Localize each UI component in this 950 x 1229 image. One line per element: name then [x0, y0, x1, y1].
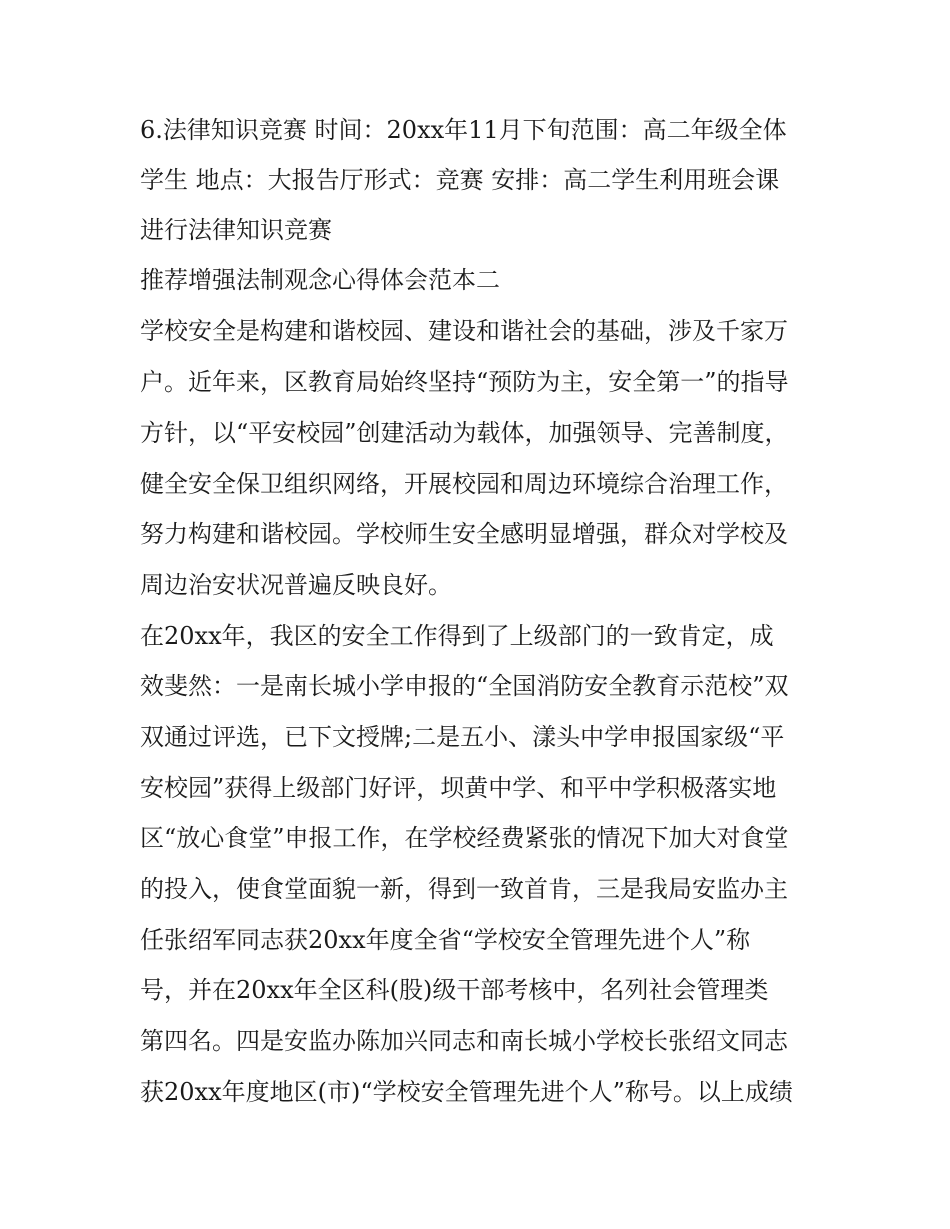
text-line-10: 周边治安状况普遍反映良好。 — [140, 571, 452, 599]
text-line-16: 的投入，使食堂面貌一新，得到一致首肯，三是我局安监办主 — [140, 875, 788, 903]
text-line-14: 安校园”获得上级部门好评，坝黄中学、和平中学积极落实地 — [140, 774, 777, 802]
text-line-2: 学生 地点：大报告厅形式：竞赛 安排：高二学生利用班会课 — [140, 166, 780, 194]
text-line-13: 双通过评选，已下文授牌;二是五小、漾头中学申报国家级“平 — [140, 723, 785, 751]
text-line-3: 进行法律知识竞赛 — [140, 216, 332, 244]
text-line-6: 户。近年来，区教育局始终坚持“预防为主，安全第一”的指导 — [140, 368, 789, 396]
text-line-1: 6.法律知识竞赛 时间：20xx年11月下旬范围：高二年级全体 — [140, 116, 787, 144]
text-line-18: 号，并在20xx年全区科(股)级干部考核中，名列社会管理类 — [140, 976, 769, 1004]
text-line-20: 获20xx年度地区(市)“学校安全管理先进个人”称号。以上成绩 — [140, 1078, 793, 1106]
section-heading: 推荐增强法制观念心得体会范本二 — [140, 266, 500, 294]
text-line-17: 任张绍军同志获20xx年度全省“学校安全管理先进个人”称 — [140, 926, 751, 954]
text-line-15: 区“放心食堂”申报工作，在学校经费紧张的情况下加大对食堂 — [140, 824, 789, 852]
text-line-9: 努力构建和谐校园。学校师生安全感明显增强，群众对学校及 — [140, 520, 788, 548]
text-line-7: 方针，以“平安校园”创建活动为载体，加强领导、完善制度， — [140, 419, 789, 447]
text-line-5: 学校安全是构建和谐校园、建设和谐社会的基础，涉及千家万 — [140, 317, 788, 345]
text-line-19: 第四名。四是安监办陈加兴同志和南长城小学校长张绍文同志 — [140, 1027, 788, 1055]
text-line-8: 健全安全保卫组织网络，开展校园和周边环境综合治理工作， — [140, 470, 788, 498]
text-line-11: 在20xx年，我区的安全工作得到了上级部门的一致肯定，成 — [140, 622, 774, 650]
text-line-12: 效斐然：一是南长城小学申报的“全国消防安全教育示范校”双 — [140, 672, 789, 700]
